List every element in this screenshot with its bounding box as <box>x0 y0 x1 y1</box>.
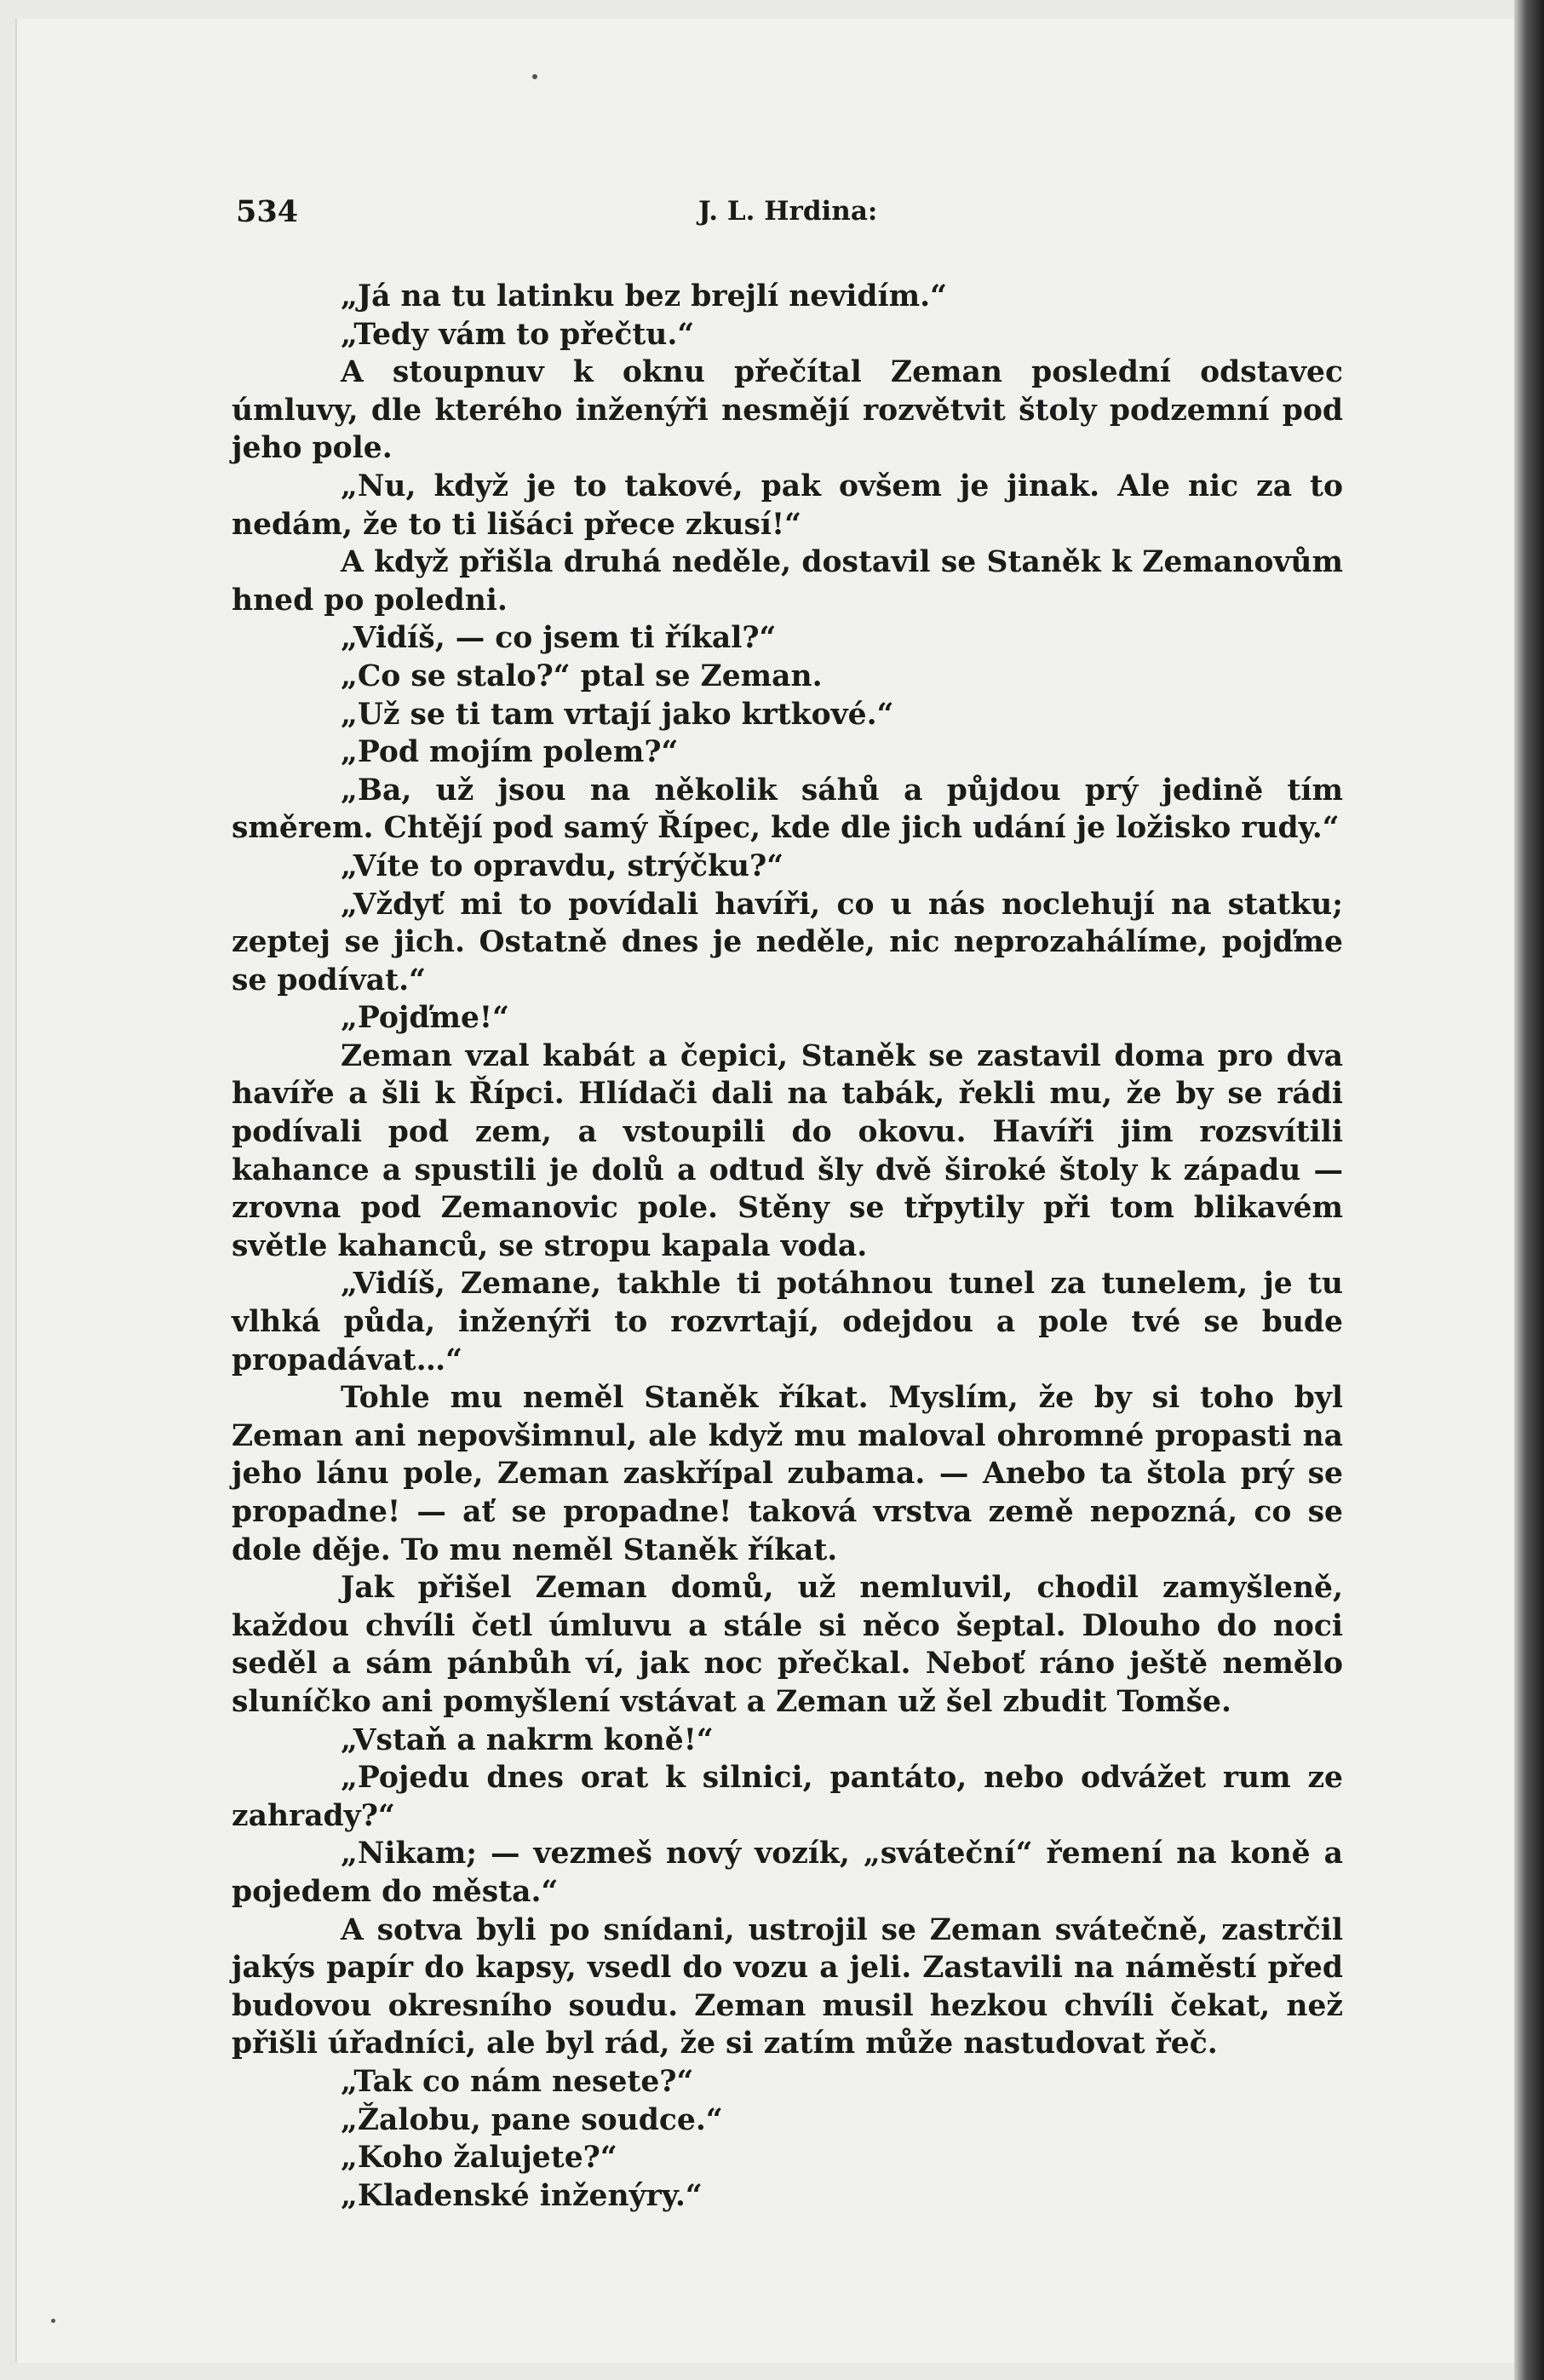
paragraph: „Nikam; — vezmeš nový vozík, „sváteční“ řemení na koně a pojedem do města.“ <box>232 1837 1343 1909</box>
paragraph: „Pojďme!“ <box>341 1001 509 1036</box>
paragraph: A stoupnuv k oknu přečítal Zeman poslední odstavec úmluvy, dle kterého inženýři nesmějí rozvětvit štoly podzemní pod jeho pole. <box>232 355 1343 466</box>
paragraph: „Ba, už jsou na několik sáhů a půjdou prý jedině tím směrem. Chtějí pod samý Řípec, kde dle jich udání je ložisko rudy.“ <box>232 773 1343 846</box>
paragraph: „Vstaň a nakrm koně!“ <box>341 1722 714 1757</box>
paragraph: A sotva byli po snídani, ustrojil se Zeman svátečně, zastrčil jakýs papír do kapsy, vsedl do vozu a jeli. Zastavili na náměstí před budovou okresního soudu. Zeman musil hezkou chvíli čekat, než přišli úřadníci, ale byl rád, že si zatím může nastudovat řeč. <box>232 1912 1343 2061</box>
paragraph: „Vždyť mi to povídali havíři, co u nás noclehují na statku; zeptej se jich. Ostatně dnes je neděle, nic neprozahálíme, pojďme se podívat.“ <box>232 887 1343 997</box>
running-title: J. L. Hrdina: <box>698 196 878 227</box>
paragraph: „Nu, když je to takové, pak ovšem je jinak. Ale nic za to nedám, že to ti lišáci přece zkusí!“ <box>232 469 1343 542</box>
book-page <box>15 19 1516 2363</box>
paragraph: „Co se stalo?“ ptal se Zeman. <box>341 658 823 693</box>
paragraph: „Víte to opravdu, strýčku?“ <box>341 848 784 883</box>
paragraph: „Koho žalujete?“ <box>341 2141 617 2176</box>
paragraph: „Tedy vám to přečtu.“ <box>341 317 695 352</box>
paragraph: „Už se ti tam vrtají jako krtkové.“ <box>341 697 894 732</box>
page-number: 534 <box>236 194 299 229</box>
paragraph: „Žalobu, pane soudce.“ <box>341 2102 723 2137</box>
scan-speck <box>51 2319 55 2323</box>
paragraph: „Já na tu latinku bez brejlí nevidím.“ <box>341 279 948 313</box>
paragraph: „Tak co nám nesete?“ <box>341 2064 694 2099</box>
paragraph: „Pod mojím polem?“ <box>341 735 679 770</box>
paragraph: Tohle mu neměl Staněk říkat. Myslím, že by si toho byl Zeman ani nepovšimnul, ale když mu maloval ohromné propasti na jeho lánu pole, Zeman zaskřípal zubama. — Anebo ta štola prý se propadne! — ať se propadne! taková vrstva země nepozná, co se dole děje. To mu neměl Staněk říkat. <box>232 1381 1343 1567</box>
paragraph: Jak přišel Zeman domů, už nemluvil, chodil zamyšleně, každou chvíli četl úmluvu a stále si něco šeptal. Dlouho do noci seděl a sám pánbůh ví, jak noc přečkal. Neboť ráno ještě nemělo sluníčko ani pomyšlení vstávat a Zeman už šel zbudit Tomše. <box>232 1571 1343 1719</box>
paragraph: „Vidíš, — co jsem ti říkal?“ <box>341 621 777 656</box>
paragraph: Zeman vzal kabát a čepici, Staněk se zastavil doma pro dva havíře a šli k Řípci. Hlídači dali na tabák, řekli mu, že by se rádi podívali pod zem, a vstoupili do okovu. Havíři jim rozsvítili kahance a spustili je dolů a odtud šly dvě široké štoly k západu — zrovna pod Zemanovic pole. Stěny se třpytily při tom blikavém světle kahanců, se stropu kapala voda. <box>232 1038 1343 1263</box>
paragraph: „Pojedu dnes orat k silnici, pantáto, nebo odvážet rum ze zahrady?“ <box>232 1761 1343 1833</box>
body-text <box>232 278 1343 2215</box>
scan-speck <box>532 74 537 79</box>
page-header <box>17 194 1516 228</box>
scan-page-edge <box>1514 0 1544 2380</box>
paragraph: „Kladenské inženýry.“ <box>341 2178 703 2213</box>
paragraph: „Vidíš, Zemane, takhle ti potáhnou tunel za tunelem, je tu vlhká půda, inženýři to rozvrtají, odejdou a pole tvé se bude propadávat…“ <box>232 1267 1343 1377</box>
paragraph: A když přišla druhá neděle, dostavil se Staněk k Zemanovům hned po poledni. <box>232 545 1343 618</box>
